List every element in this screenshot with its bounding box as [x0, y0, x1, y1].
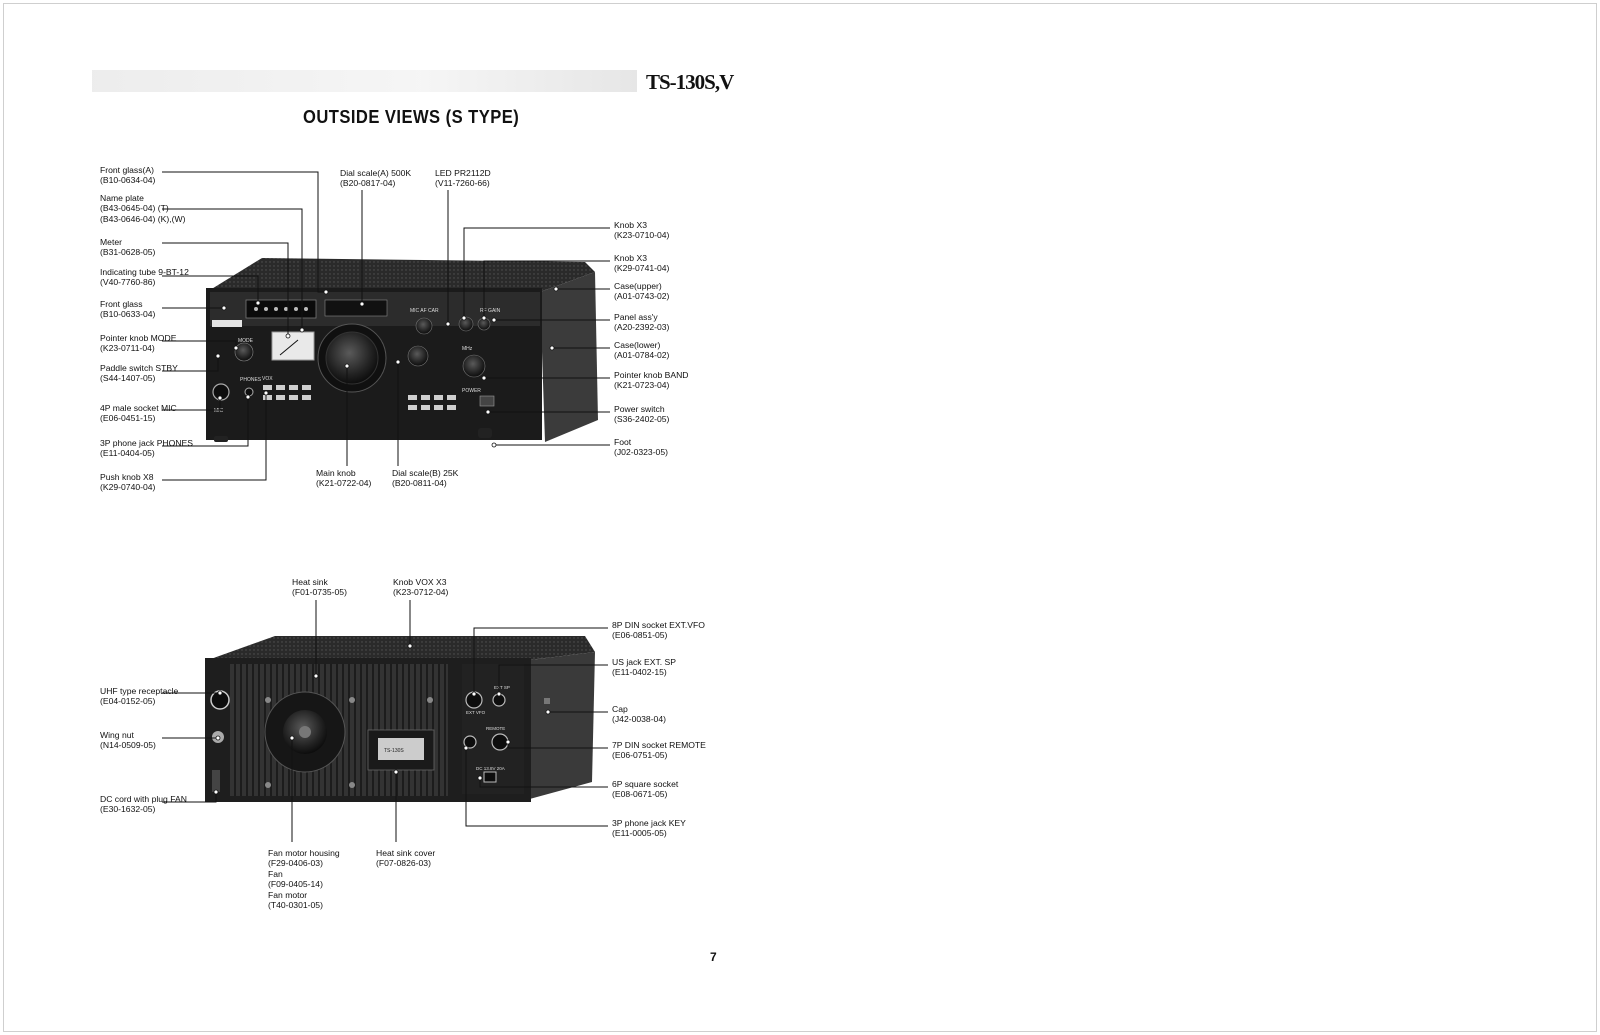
- part-label: [100, 730, 156, 751]
- part-label: [614, 404, 669, 425]
- part-name: Front glass(A): [100, 165, 154, 175]
- knob-mic: [416, 318, 432, 334]
- part-label: [612, 704, 666, 725]
- remote-text: REMOTE: [486, 726, 506, 731]
- dc-cord-fan: [212, 770, 220, 792]
- part-label: [612, 779, 678, 800]
- part-name: Paddle switch STBY: [100, 363, 178, 373]
- part-number: (K23-0712-04): [393, 587, 449, 598]
- part-label: [100, 438, 193, 459]
- part-number: (V11-7260-66): [435, 178, 490, 189]
- part-number: (E30-1632-05): [100, 804, 156, 815]
- part-name: Knob X3: [614, 220, 647, 230]
- band-knob: [463, 355, 485, 377]
- part-name: Dial scale(B) 25K: [392, 468, 459, 478]
- part-number: (B10-0634-04): [100, 175, 156, 186]
- part-number: (J02-0323-05): [614, 447, 668, 458]
- part-label: [100, 363, 178, 384]
- part-label: [614, 312, 669, 333]
- case-side: [540, 272, 598, 442]
- plate-text: TS-130S: [384, 748, 404, 754]
- part-number: (E04-0152-05): [100, 696, 156, 707]
- ext-sp-text: EXT SP: [494, 685, 510, 690]
- part-label: [100, 193, 185, 224]
- part-name: Case(lower): [614, 340, 661, 350]
- part-number: Fan motor: [268, 889, 308, 900]
- part-label: [614, 340, 669, 361]
- part-label: [100, 472, 155, 493]
- name-plate: [212, 320, 242, 327]
- part-number: (B20-0817-04): [340, 178, 396, 189]
- part-label: [100, 237, 155, 258]
- part-number: (B31-0628-05): [100, 247, 156, 258]
- part-name: 7P DIN socket REMOTE: [612, 740, 706, 750]
- part-label: [435, 168, 491, 189]
- part-number: (K23-0711-04): [100, 343, 155, 354]
- part-number: (K23-0710-04): [614, 230, 670, 241]
- part-label: [340, 168, 411, 189]
- part-name: Indicating tube 9-BT-12: [100, 267, 189, 277]
- part-number: (K21-0722-04): [316, 478, 372, 489]
- power-text: POWER: [462, 388, 481, 394]
- page-number: 7: [710, 950, 717, 964]
- phones-text: PHONES: [240, 377, 262, 383]
- part-name: Meter: [100, 237, 122, 247]
- part-label: [100, 165, 155, 186]
- phones-jack: [245, 388, 253, 396]
- part-name: Pointer knob BAND: [614, 370, 689, 380]
- part-number: (B43-0645-04) (T): [100, 203, 169, 214]
- part-name: Foot: [614, 437, 632, 447]
- part-name: Power switch: [614, 404, 665, 414]
- part-number: (E06-0751-05): [612, 750, 668, 761]
- part-name: 4P male socket MIC: [100, 403, 177, 413]
- part-label: [614, 220, 669, 241]
- part-number: (E11-0404-05): [100, 448, 155, 459]
- part-number: (S36-2402-05): [614, 414, 670, 425]
- part-label: [100, 686, 178, 707]
- part-number: Fan: [268, 868, 283, 879]
- part-label: [612, 740, 706, 761]
- main-knob: [326, 332, 378, 384]
- part-number: (E08-0671-05): [612, 789, 668, 800]
- part-label: [292, 577, 347, 598]
- part-label: [612, 620, 705, 641]
- part-name: Main knob: [316, 468, 356, 478]
- part-name: Panel ass'y: [614, 312, 658, 322]
- section-title: OUTSIDE VIEWS (S TYPE): [303, 107, 520, 127]
- part-label: [614, 437, 668, 458]
- part-name: Front glass: [100, 299, 143, 309]
- part-label: [316, 468, 371, 489]
- part-label: [100, 403, 177, 424]
- part-label: [392, 468, 458, 489]
- part-label: [612, 657, 676, 678]
- part-number: (E06-0451-15): [100, 413, 156, 424]
- part-number: (F01-0735-05): [292, 587, 347, 598]
- knob-mhz: [408, 346, 428, 366]
- part-name: 8P DIN socket EXT.VFO: [612, 620, 705, 630]
- part-number: (K21-0723-04): [614, 380, 670, 391]
- model-title: TS-130S,V: [646, 70, 734, 94]
- part-label: [393, 577, 448, 598]
- part-number: (E06-0851-05): [612, 630, 668, 641]
- square-socket: [484, 772, 496, 782]
- part-number: (S44-1407-05): [100, 373, 156, 384]
- fan-motor: [299, 726, 311, 738]
- power-switch: [480, 396, 494, 406]
- part-number: (N14-0509-05): [100, 740, 156, 751]
- part-label: [100, 794, 187, 815]
- vox-text: VOX: [262, 376, 273, 382]
- part-label: [100, 267, 189, 288]
- mic-af-text: MIC AF CAR: [410, 308, 439, 314]
- part-name: Knob X3: [614, 253, 647, 263]
- part-name: Case(upper): [614, 281, 662, 291]
- case-upper: [210, 258, 595, 292]
- part-number: (T40-0301-05): [268, 900, 323, 911]
- part-number: (F07-0826-03): [376, 858, 431, 869]
- mhz-text: MHz: [462, 346, 473, 352]
- part-name: UHF type receptacle: [100, 686, 179, 696]
- part-label: [612, 818, 686, 839]
- part-name: Wing nut: [100, 730, 134, 740]
- part-name: Knob VOX X3: [393, 577, 447, 587]
- part-number: (K29-0741-04): [614, 263, 670, 274]
- foot: [478, 428, 492, 438]
- part-number: (F29-0406-03): [268, 858, 323, 869]
- part-name: Heat sink: [292, 577, 328, 587]
- part-name: Fan motor housing: [268, 848, 340, 858]
- rf-gain-text: RF GAIN: [480, 308, 501, 314]
- rear-case-top: [208, 636, 595, 660]
- part-number: (J42-0038-04): [612, 714, 666, 725]
- part-label: [100, 299, 155, 320]
- part-label: [614, 281, 669, 302]
- part-label: [100, 333, 176, 354]
- part-name: Heat sink cover: [376, 848, 436, 858]
- part-label: [376, 848, 435, 869]
- part-number: (B10-0633-04): [100, 309, 156, 320]
- part-name: US jack EXT. SP: [612, 657, 676, 667]
- part-name: 3P phone jack KEY: [612, 818, 686, 828]
- part-number: (A01-0743-02): [614, 291, 670, 302]
- part-number: (B43-0646-04) (K),(W): [100, 213, 186, 224]
- part-name: Push knob X8: [100, 472, 154, 482]
- part-number: (K29-0740-04): [100, 482, 156, 493]
- mode-knob: [235, 343, 253, 361]
- part-number: (A20-2392-03): [614, 322, 670, 333]
- rear-case-side: [526, 652, 595, 800]
- part-name: 3P phone jack PHONES: [100, 438, 193, 448]
- rear-view-transceiver: [205, 636, 595, 802]
- part-name: DC cord with plug FAN: [100, 794, 187, 804]
- mic-text: MIC: [214, 408, 224, 414]
- part-number: (V40-7760-86): [100, 277, 156, 288]
- part-number: (E11-0402-15): [612, 667, 667, 678]
- dial-scale-a: [325, 300, 387, 316]
- meter: [272, 332, 314, 360]
- part-name: LED PR2112D: [435, 168, 491, 178]
- part-name: 6P square socket: [612, 779, 679, 789]
- part-label: [268, 848, 340, 910]
- front-view-transceiver: [206, 258, 598, 442]
- part-number: (A01-0784-02): [614, 350, 670, 361]
- part-number: (B20-0811-04): [392, 478, 447, 489]
- part-number: (F09-0405-14): [268, 879, 323, 890]
- cap: [544, 698, 550, 704]
- mode-text: MODE: [238, 338, 253, 344]
- part-name: Dial scale(A) 500K: [340, 168, 412, 178]
- ext-vfo-text: EXT VFO: [466, 710, 486, 715]
- part-name: Cap: [612, 704, 628, 714]
- part-label: [614, 253, 669, 274]
- part-label: [614, 370, 689, 391]
- part-number: (E11-0005-05): [612, 828, 667, 839]
- dc-in-text: DC 13.8V 20A: [476, 766, 505, 771]
- part-name: Name plate: [100, 193, 144, 203]
- part-name: Pointer knob MODE: [100, 333, 177, 343]
